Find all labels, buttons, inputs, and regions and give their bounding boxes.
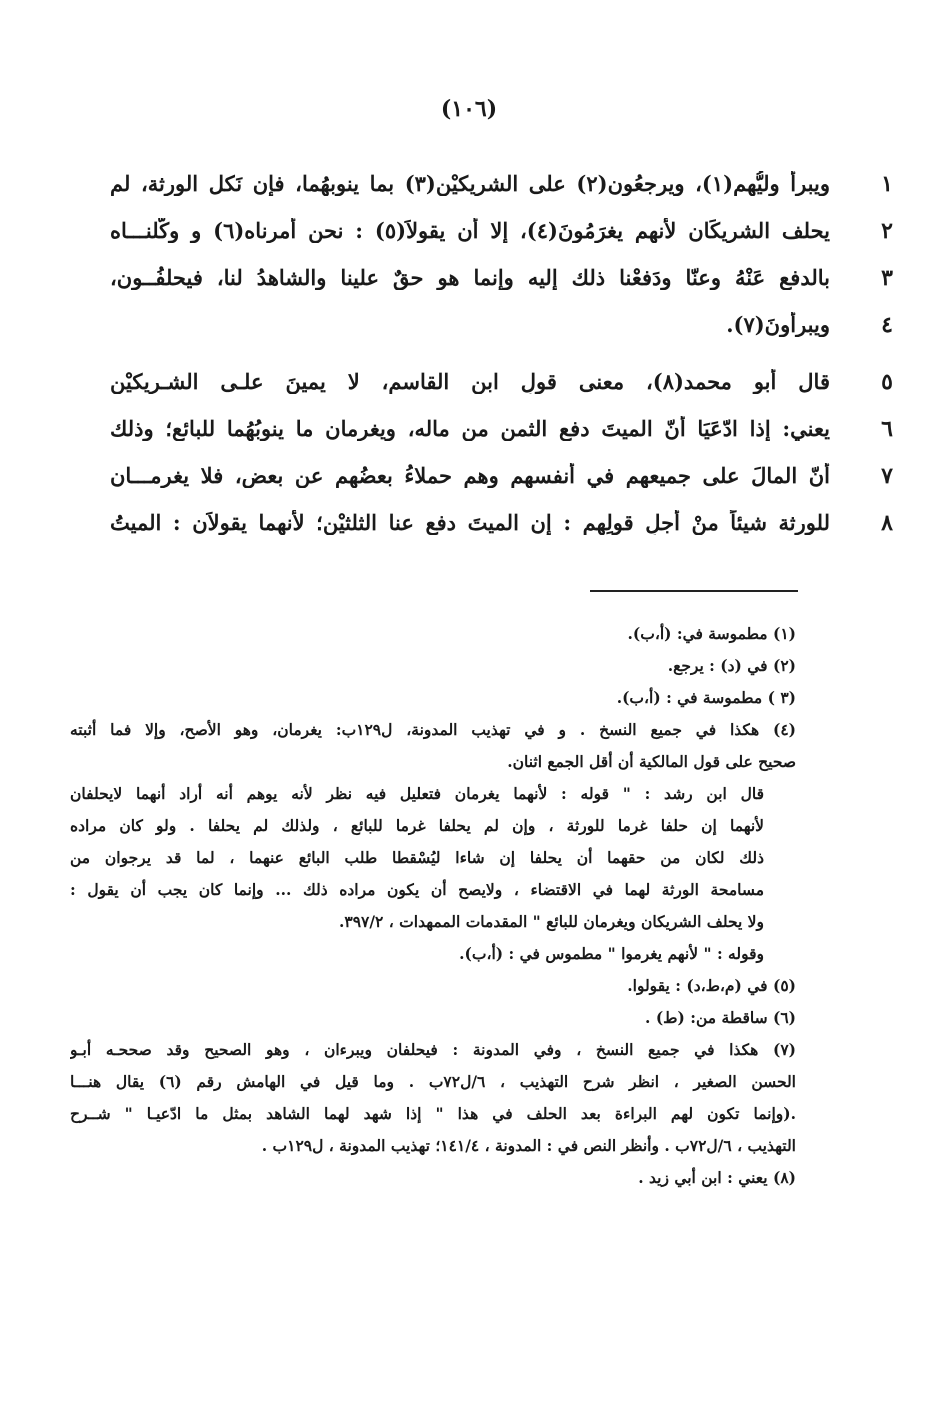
line-number: ٣ [881,264,893,291]
line-number: ٤ [881,311,893,338]
footnote-6: (٦) ساقطة من: (ط) . [645,1008,796,1027]
text-line-6 [62,405,893,452]
page-number: (١٠٦) [440,96,498,122]
line-text: يحلف الشريكَان لأنهم يغرَمُونَ(٤)، إلا أن يقولاَ(٥) : نحن أمرناه(٦) و وكّلنـــاه [110,218,830,243]
text-line-4 [62,301,893,348]
line-text: أنّ المالَ على جميعهم في أنفسهم وهم حملاءُ بعضُهم عن بعضٍ، فلا يغرمـــان [110,463,830,488]
line-number: ٢ [881,217,893,244]
line-number: ٨ [881,509,893,536]
footnote-1: (١) مطموسة في: (أ،ب). [627,624,796,643]
text-line-2 [62,207,893,254]
footnote-4: (٤) هكذا في جميع النسخ . و في تهذيب المدونة، ل١٢٩ب: يغرمان، وهو الأصح، وإلا فما أثبته صحيح على قول المالكية أن أقل الجمع اثنان. قال ابن رشد : " قوله : لأنهما يغرمان فتعليل فيه نظر لأنه يوهم أنه أراد أنهما لايحلفان لأنهما إن حلفا غرما للورثة ، وإن لم يحلفا غرما للبائع ، ولذلك لم يحلفا . ولو كان مراده ذلك لكان من حقهما أن يحلفا إن شاءا ليُسْقطا طلب البائع عنهما ، لما قد يرجوان من مسامحة الورثة لهما في الاقتضاء ، ولايصح أن يكون مراده ذلك ... وإنما كان يجب أن يقول : ولا يحلف الشريكان ويغرمان للبائع " المقدمات الممهدات ، ٣٩٧/٢. وقوله : " لأنهم يغرموا " مطموس في : (أ،ب). [70,714,796,970]
line-number: ٧ [881,462,893,489]
line-text: بالدفع عَنْهُ وعنّا ودَفعْنا ذلك إليه وإنما هو حقٌ علينا والشاهدُ لنا، فيحلفُــون، [110,265,830,290]
line-number: ١ [881,170,893,197]
footnote-8: (٨) يعني : ابن أبي زيد . [638,1168,796,1187]
text-line-8 [62,499,893,546]
line-text: قال أبو محمد(٨)، معنى قولِ ابنِ القاسم، لا يمينَ علـى الشـريكيْن [110,369,830,394]
line-number: ٦ [881,415,893,442]
footnote-separator [590,590,798,592]
footnote-3: (٣ ) مطموسة في : (أ،ب). [616,688,796,707]
text-line-3 [62,254,893,301]
line-text: يعني: إذا ادّعَيَا أنّ الميتَ دفع الثمن من ماله، ويغرمان ما ينوبُهُما للبائع؛ وذلك [110,416,830,441]
text-line-7 [62,452,893,499]
footnote-7: (٧) هكذا في جميع النسخ ، وفي المدونة : فيحلفان ويبرءان ، وهو الصحيح وقد صححـه أبـو الحسن الصغير ، انظر شرح التهذيب ، ٦/ل٧٢ب . وما قيل في الهامش رقم (٦) يقال هنـــا .(وإنما تكون لهم البراءة بعد الحلف في هذا " إذا شهد لهما الشاهد بمثل ما ادّعيـا " شــرح التهذيب ، ٦/ل٧٢ب . وأنظر النص في : المدونة ، ١٤١/٤؛ تهذيب المدونة ، ل١٢٩ب . [70,1040,796,1155]
footnote-5: (٥) في (م،ط،د) : يقولوا. [627,976,796,995]
main-text [62,160,893,546]
line-text: للورثة شيئاً منْ أجلِ قولِهم : إن الميتَ دفع عنا الثلثيْن؛ لأنهما يقولاَن : الميتُ [110,510,830,535]
line-text: ويبرأ وليُّهم(١)، ويرجعُون(٢) على الشريكيْن(٣) بما ينوبهُما، فإن نَكل الورثة، لم [110,171,830,196]
text-line-1 [62,160,893,207]
line-text: ويبرأُونَ(٧). [726,312,830,337]
footnote-4-quote: قال ابن رشد : " قوله : لأنهما يغرمان فتعليل فيه نظر لأنه يوهم أنه أراد أنهما لايحلفان لأنهما إن حلفا غرما للورثة ، وإن لم يحلفا غرما للبائع ، ولذلك لم يحلفا . ولو كان مراده ذلك لكان من حقهما أن يحلفا إن شاءا ليُسْقطا طلب البائع عنهما ، لما قد يرجوان من مسامحة الورثة لهما في الاقتضاء ، ولايصح أن يكون مراده ذلك ... وإنما كان يجب أن يقول : ولا يحلف الشريكان ويغرمان للبائع " المقدمات الممهدات ، ٣٩٧/٢. وقوله : " لأنهم يغرموا " مطموس في : (أ،ب). [70,784,764,963]
line-number: ٥ [881,368,893,395]
footnote-2: (٢) في (د) : يرجع. [667,656,796,675]
text-line-5 [62,358,893,405]
footnotes [70,618,796,1194]
